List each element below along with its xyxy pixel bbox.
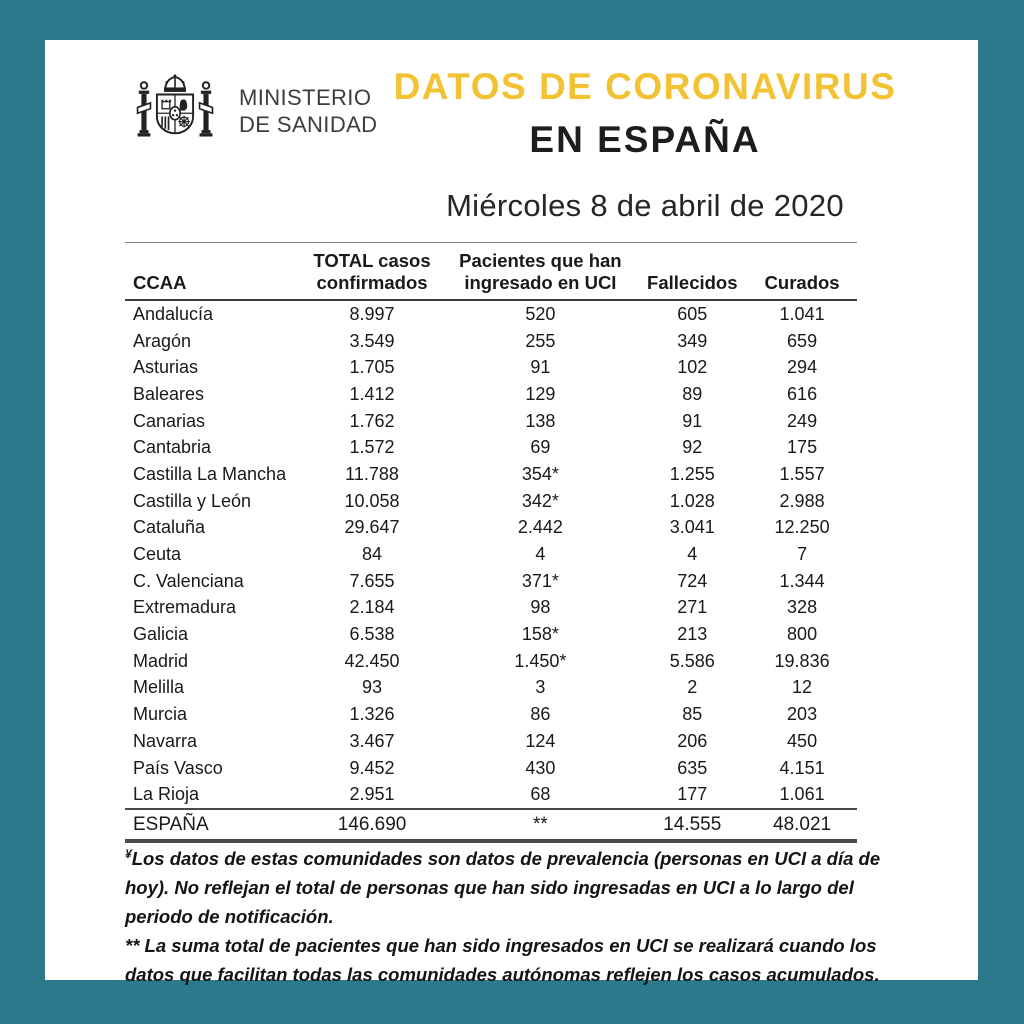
- cell-ccaa: Andalucía: [133, 303, 214, 324]
- cell-curados: 12: [792, 677, 813, 698]
- cell-curados: 294: [787, 357, 818, 378]
- column-header-uci: Pacientes que han ingresado en UCI: [459, 250, 622, 293]
- main-title-line2: EN ESPAÑA: [529, 119, 761, 160]
- cell-ccaa: País Vasco: [133, 757, 223, 778]
- cell-curados: 4.151: [779, 757, 825, 778]
- cell-total: 29.647: [344, 517, 400, 538]
- table-row: [125, 568, 857, 595]
- cell-uci: 158*: [521, 624, 559, 645]
- cell-ccaa: Extremadura: [133, 597, 237, 618]
- table-row: [125, 381, 857, 408]
- table-row: [125, 515, 857, 542]
- cell-curados: 175: [787, 437, 818, 458]
- column-header-fallecidos: Fallecidos: [647, 272, 738, 293]
- cell-fallecidos: 89: [682, 383, 703, 404]
- table-row: [125, 301, 857, 328]
- cell-total: 1.572: [349, 437, 395, 458]
- cell-ccaa: Melilla: [133, 677, 185, 698]
- cell-curados: 800: [787, 624, 818, 645]
- cell-ccaa: Ceuta: [133, 544, 182, 565]
- ministry-name-line1: MINISTERIO: [239, 85, 372, 110]
- cell-uci: 69: [530, 437, 551, 458]
- cell-ccaa: Canarias: [133, 410, 206, 431]
- cell-fallecidos: 91: [682, 410, 703, 431]
- total-row: [125, 808, 857, 839]
- table-row: [125, 781, 857, 808]
- cell-fallecidos: 2: [687, 677, 698, 698]
- cell-curados: 1.557: [779, 463, 825, 484]
- cell-uci: 68: [530, 784, 551, 805]
- table-row: [125, 328, 857, 355]
- table-row: [125, 541, 857, 568]
- cell-total: 1.762: [349, 410, 395, 431]
- cell-fallecidos: 724: [677, 570, 708, 591]
- table-row: [125, 648, 857, 675]
- table-row: [125, 488, 857, 515]
- cell-curados: 1.041: [779, 303, 825, 324]
- cell-curados: 48.021: [773, 813, 832, 835]
- cell-total: 93: [362, 677, 383, 698]
- table-row: [125, 408, 857, 435]
- cell-uci: 124: [525, 730, 556, 751]
- table-row: [125, 621, 857, 648]
- cell-uci: 4: [535, 544, 546, 565]
- table-row: [125, 354, 857, 381]
- cell-uci: 91: [530, 357, 551, 378]
- cell-ccaa: Castilla La Mancha: [133, 463, 287, 484]
- cell-fallecidos: 349: [677, 330, 708, 351]
- cell-fallecidos: 85: [682, 704, 703, 725]
- cell-curados: 249: [787, 410, 818, 431]
- cell-uci: 354*: [521, 463, 559, 484]
- table-body: [125, 301, 857, 808]
- cell-ccaa: Castilla y León: [133, 490, 252, 511]
- table-row: [125, 461, 857, 488]
- cell-uci: 520: [525, 303, 556, 324]
- cell-total: 2.951: [349, 784, 395, 805]
- cell-fallecidos: 635: [677, 757, 708, 778]
- cell-curados: 616: [787, 383, 818, 404]
- cell-ccaa: Navarra: [133, 730, 198, 751]
- cell-curados: 1.344: [779, 570, 825, 591]
- cell-fallecidos: 4: [687, 544, 698, 565]
- table-row: [125, 434, 857, 461]
- cell-uci: 3: [535, 677, 546, 698]
- ministry-name-line2: DE SANIDAD: [239, 112, 378, 137]
- cell-fallecidos: 102: [677, 357, 708, 378]
- cell-uci: 2.442: [517, 517, 563, 538]
- cell-total: 6.538: [349, 624, 395, 645]
- cell-fallecidos: 1.255: [669, 463, 715, 484]
- content-card: [45, 40, 978, 986]
- footnote-1-marker: ¥: [125, 847, 132, 861]
- title-block: [355, 66, 935, 161]
- cell-fallecidos: 14.555: [663, 813, 722, 835]
- cell-total: 3.549: [349, 330, 395, 351]
- column-header-total: TOTAL casos confirmados: [313, 250, 431, 293]
- cell-curados: 203: [787, 704, 818, 725]
- cell-ccaa: Galicia: [133, 624, 189, 645]
- cell-total: 1.326: [349, 704, 395, 725]
- cell-curados: 7: [797, 544, 808, 565]
- cell-curados: 659: [787, 330, 818, 351]
- table-row: [125, 595, 857, 622]
- cell-ccaa: La Rioja: [133, 784, 200, 805]
- table-row: [125, 755, 857, 782]
- footnote-1: [125, 840, 920, 931]
- table-row: [125, 728, 857, 755]
- cell-total: 3.467: [349, 730, 395, 751]
- cell-uci: 86: [530, 704, 551, 725]
- cell-fallecidos: 1.028: [669, 490, 715, 511]
- cell-fallecidos: 271: [677, 597, 708, 618]
- footnotes: [125, 840, 920, 989]
- cell-curados: 19.836: [774, 650, 830, 671]
- cell-ccaa: Asturias: [133, 357, 199, 378]
- cell-uci: 371*: [521, 570, 559, 591]
- cell-fallecidos: 206: [677, 730, 708, 751]
- cell-total: 10.058: [344, 490, 400, 511]
- footnote-2-text: La suma total de pacientes que han sido ingresados en UCI se realizará cuando los datos que facilitan todas las comunidades autónomas reflejen los casos acumulados.: [125, 935, 880, 986]
- footnote-2-marker: **: [125, 935, 140, 957]
- main-title: DATOS DE CORONAVIRUS: [393, 66, 897, 107]
- cell-curados: 12.250: [774, 517, 830, 538]
- cell-total: 8.997: [349, 303, 395, 324]
- cell-total: 9.452: [349, 757, 395, 778]
- cell-uci: 98: [530, 597, 551, 618]
- column-header-ccaa: CCAA: [133, 272, 187, 293]
- cell-total: 42.450: [344, 650, 400, 671]
- cell-uci: 1.450*: [514, 650, 567, 671]
- cell-fallecidos: 213: [677, 624, 708, 645]
- cell-fallecidos: 92: [682, 437, 703, 458]
- cell-fallecidos: 605: [677, 303, 708, 324]
- table-row: [125, 701, 857, 728]
- table-row: [125, 675, 857, 702]
- cell-fallecidos: 3.041: [669, 517, 715, 538]
- cell-ccaa: Cataluña: [133, 517, 206, 538]
- cell-curados: 450: [787, 730, 818, 751]
- cell-ccaa: Aragón: [133, 330, 192, 351]
- cell-curados: 1.061: [779, 784, 825, 805]
- cell-uci: 129: [525, 383, 556, 404]
- ministry-logo: [133, 56, 377, 166]
- cell-ccaa: Baleares: [133, 383, 205, 404]
- cell-total: 11.788: [345, 463, 399, 484]
- cell-ccaa: ESPAÑA: [133, 813, 209, 835]
- table-header-row: [125, 242, 857, 301]
- cell-total: 1.705: [349, 357, 395, 378]
- footnote-1-text: Los datos de estas comunidades son datos de prevalencia (personas en UCI a día de hoy). No reflejan el total de personas que han sido ingresadas en UCI a lo largo del periodo de notificación.: [125, 848, 881, 928]
- cell-fallecidos: 177: [677, 784, 708, 805]
- cell-ccaa: Madrid: [133, 650, 189, 671]
- cell-total: 2.184: [349, 597, 395, 618]
- cell-uci: **: [532, 813, 548, 835]
- cell-uci: 255: [525, 330, 556, 351]
- footnote-2: [125, 931, 920, 989]
- cell-ccaa: C. Valenciana: [133, 570, 244, 591]
- spain-coat-of-arms-icon: [133, 56, 217, 166]
- date-heading: Miércoles 8 de abril de 2020: [446, 188, 844, 223]
- cell-total: 146.690: [337, 813, 407, 835]
- cell-uci: 342*: [521, 490, 559, 511]
- column-header-curados: Curados: [764, 272, 840, 293]
- cell-curados: 328: [787, 597, 818, 618]
- cell-ccaa: Murcia: [133, 704, 188, 725]
- cell-uci: 138: [525, 410, 556, 431]
- cell-curados: 2.988: [779, 490, 825, 511]
- cell-total: 7.655: [349, 570, 395, 591]
- cell-uci: 430: [525, 757, 556, 778]
- cell-ccaa: Cantabria: [133, 437, 212, 458]
- cell-total: 1.412: [349, 383, 395, 404]
- cell-fallecidos: 5.586: [669, 650, 715, 671]
- cell-total: 84: [362, 544, 383, 565]
- data-table: [125, 242, 857, 843]
